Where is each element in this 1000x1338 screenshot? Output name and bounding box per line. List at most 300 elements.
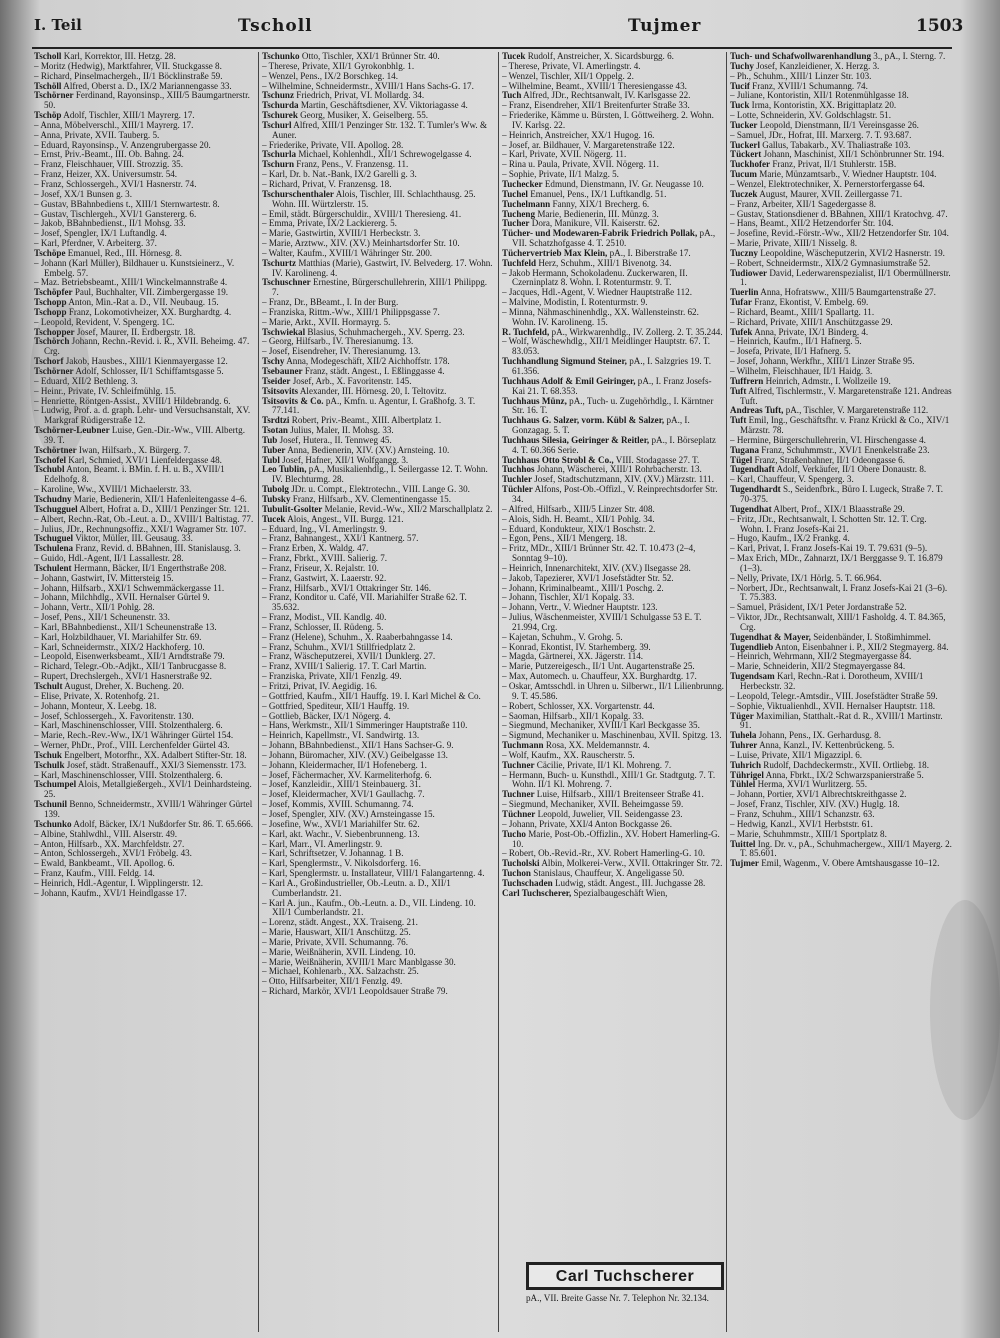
entry-details: – Johann, Vertr., V. Wiedner Hauptstr. 123. xyxy=(502,602,658,613)
entry-surname: Tüger xyxy=(730,710,754,721)
entry-surname: Tufek xyxy=(730,326,753,337)
entry-details: August, Maurer, XVII. Zeillergasse 71. xyxy=(759,188,903,199)
entry-details: – Sigmund, Mechaniker u. Maschinenbau, XVII. Spitzg. 13. xyxy=(502,730,722,741)
entry-details: – Rina u. Paula, Private, XVII. Nögerg. 11. xyxy=(502,159,659,170)
directory-entry xyxy=(730,712,952,732)
entry-details: pA., Musikalienhdlg., I. Seilergasse 12. T. Wohn. IV. Blechturmg. 28. xyxy=(272,464,488,485)
entry-details: Ernestine, Bürgerschullehrerin, XIII/1 Philippg. 7. xyxy=(272,277,488,298)
directory-entry xyxy=(34,800,256,820)
entry-details: – Jakob, BBahnbedienst., II/1 Mohsg. 33. xyxy=(34,218,186,229)
entry-surname: Tschörtner xyxy=(34,444,77,455)
entry-details: – Karl, Marr., VI. Amerlingstr. 9. xyxy=(262,838,383,849)
entry-details: Alfred, Oberst a. D., IX/2 Mariannengasse 33. xyxy=(63,80,232,91)
entry-details: – Franz, Fleischhauer, VIII. Strozzig. 35. xyxy=(34,159,183,170)
entry-surname: Tschurtz xyxy=(262,257,297,268)
entry-details: – Samuel, Präsident, IX/1 Peter Jordanstraße 52. xyxy=(730,602,907,613)
entry-surname: Tschöll xyxy=(34,80,62,91)
entry-surname: Tugana xyxy=(730,444,759,455)
entry-details: Karl, Korrektor, III. Hetzg. 28. xyxy=(63,52,176,61)
entry-surname: Tuchhaus Adolf & Emil Geiringer, xyxy=(502,375,636,386)
entry-details: pA., VII. Schatzhofgasse 4. T. 2510. xyxy=(512,228,716,249)
entry-details: – Oskar, Amtsschdl. in Uhren u. Silberwr., II/1 Lilienbrunng. 9. T. 45.586. xyxy=(502,681,724,701)
entry-details: – Robert, Schneidermstr., XIX/2 Gymnasiumstraße 52. xyxy=(730,257,931,268)
entry-details: – Wenzel, Elektrotechniker, X. Pernerstorfergasse 64. xyxy=(730,178,925,189)
entry-details: Adolf, Schlosser, II/1 Schiffamtsgasse 5. xyxy=(75,366,224,376)
entry-surname: Tschunil xyxy=(34,799,68,810)
directory-entry xyxy=(262,465,496,485)
entry-details: Johann, Maschinist, XII/1 Schönbrunner Str. 194. xyxy=(763,149,945,160)
entry-details: Johann, Pens., IX. Gerhardusg. 8. xyxy=(758,730,881,741)
entry-details: – Juliane, Kontoristin, XII/1 Rotenmühlgasse 18. xyxy=(730,90,909,101)
directory-entry xyxy=(502,377,724,397)
entry-details: Franz, Revid. d. BBahnen, III. Stanislausg. 3. xyxy=(75,543,241,554)
entry-details: – Franz, Arbeiter, XII/1 Sagedergasse 8. xyxy=(730,198,876,209)
entry-surname: Tuber xyxy=(262,444,286,455)
entry-details: – Anton, Schlossergeh., XVI/1 Fröbelg. 43. xyxy=(34,848,192,859)
entry-details: Johann, Rechn.-Revid. i. R., XVII. Beheimg. 47. Crg. xyxy=(44,336,250,357)
entry-details: – Hedwig, Kanzl., XVI/1 Herbststr. 61. xyxy=(730,818,873,829)
entry-details: – Josefa, Private, II/1 Hafnerg. 5. xyxy=(730,346,851,357)
entry-details: Gallus, Tabakarb., XV. Thaliastraße 103. xyxy=(762,139,911,150)
entry-surname: Andreas Tuft, xyxy=(730,405,784,416)
entry-details: – Franz, Hilfsarb., XVI/1 Ottakringer Str. 146. xyxy=(262,582,431,593)
entry-surname: Tschudny xyxy=(34,493,72,504)
entry-details: – Anton, Hilfsarb., XX. Marchfeldstr. 27. xyxy=(34,838,185,849)
entry-details: – Franz (Helene), Schuhm., X. Raaberbahngasse 14. xyxy=(262,631,453,642)
entry-surname: Tubsky xyxy=(262,493,291,504)
entry-details: – Hermann, Buch- u. Kunsthdl., XIII/1 Gr. Stadtgutg. 7. T. Wohn. II/1 Kl. Mohreng. 7. xyxy=(502,769,716,790)
entry-details: – Franz, Dr., BBeamt., I. In der Burg. xyxy=(262,297,399,308)
entry-details: – Franz, Bahnangest., XXI/1 Kantnerg. 57. xyxy=(262,533,419,544)
entry-details: pA., I. Gonzagag. 5. T. xyxy=(512,415,690,436)
entry-details: Alfons, Post-Ob.-Offizl., V. Reinprechtsdorfer Str. 34. xyxy=(512,484,718,504)
entry-details: Marie, Bedienerin, III. Münzg. 3. xyxy=(537,208,659,219)
entry-surname: Tuft xyxy=(730,415,747,426)
entry-details: Franz, Schuhmmstr., XVI/1 Enenkelstraße 23. xyxy=(761,444,930,455)
entry-surname: Tucek xyxy=(502,52,526,61)
entry-surname: Tschopp xyxy=(34,306,67,317)
entry-details: – Emil, städt. Bürgerschuldir., XVIII/1 Theresieng. 41. xyxy=(262,208,462,219)
entry-surname: Tuchecker xyxy=(502,178,543,189)
entry-details: Iwan, Hilfsarb., X. Bürgerg. 7. xyxy=(78,444,191,455)
entry-details: Blasius, Schuhmachergeh., XV. Sperrg. 23. xyxy=(307,326,465,337)
entry-surname: Tüchervertrieb Max Klein, xyxy=(502,247,608,258)
directory-entry xyxy=(262,278,496,298)
entry-details: Franz, Ekontist, V. Embelg. 69. xyxy=(754,297,869,308)
entry-details: – Karl, Privat, I. Franz Josefs-Kai 19. T. 79.631 (9–5). xyxy=(730,543,928,554)
entry-details: – Therese, Private, VI. Amerlingstr. 4. xyxy=(502,60,641,71)
entry-details: Franz, Straßenbahner, II/1 Odeongasse 6. xyxy=(754,454,905,465)
entry-details: – Johann, Milchhdlg., XVII. Hernalser Gürtel 9. xyxy=(34,592,210,603)
entry-surname: Tuchhaus Silesia, Geiringer & Reitler, xyxy=(502,434,650,445)
entry-details: – Marie, Arztww., XIV. (XV.) Meinhartsdorfer Str. 10. xyxy=(262,238,460,249)
entry-details: JDr. u. Compt., Elektrotechn., VIII. Lange G. 30. xyxy=(291,484,470,495)
entry-details: – Robert, Ob.-Revid.-Rr., XV. Robert Hamerling-G. 10. xyxy=(502,848,705,859)
entry-details: Adolf, Verkäufer, II/1 Obere Donaustr. 8. xyxy=(776,464,927,475)
entry-details: – Franz, Schuhm., XIII/1 Schanzstr. 63. xyxy=(730,808,875,819)
entry-details: Alfred, Tischlermstr., V. Margaretenstraße 121. Andreas Tuft. xyxy=(740,385,952,406)
entry-surname: Tuckerl xyxy=(730,139,760,150)
entry-details: – Marie, Schneiderin, XII/2 Stegmayergasse 84. xyxy=(730,661,906,672)
entry-details: – Wilhelmine, Beamt., XVIII/1 Theresiengasse 43. xyxy=(502,80,687,91)
entry-surname: Tuchschaden xyxy=(502,877,553,888)
entry-details: Engelbert, Motorfhr., XX. Adalbert Stifter-Str. 18. xyxy=(64,749,247,760)
entry-details: Alois, Metallgießergeh., XVI/1 Deinhardsteing. 25. xyxy=(44,779,252,800)
entry-details: – Karl, akt. Wachr., V. Siebenbrunneng. 13. xyxy=(262,828,420,839)
entry-surname: Tügel xyxy=(730,454,753,465)
entry-surname: Tuft xyxy=(730,385,747,396)
entry-details: – Jakob, Tapezierer, XVI/1 Josefstädter Str. 52. xyxy=(502,572,674,583)
entry-surname: Tucker xyxy=(730,119,758,130)
entry-surname: Tugendlieb xyxy=(730,641,774,652)
entry-details: – Karoline, Ww., XVIII/1 Michaelerstr. 33. xyxy=(34,484,192,495)
entry-details: – Wolf, Kaufm., XX. Rauscherstr. 5. xyxy=(502,749,635,760)
entry-details: – Anna, Private, XVII. Tauberg. 5. xyxy=(34,129,160,140)
entry-surname: Tuchhaus G. Salzer, vorm. Kübl & Salzer, xyxy=(502,415,665,426)
entry-details: – Franz, Schlossergeh., XVI/1 Hasnerstr. 74. xyxy=(34,178,197,189)
entry-details: – Egon, Pens., XII/1 Mengerg. 18. xyxy=(502,533,628,544)
entry-details: – Johann, Vertr., XII/1 Pohlg. 28. xyxy=(34,602,155,613)
entry-details: Alfred, JDr., Rechtsanwalt, IV. Karlsgasse 22. xyxy=(523,90,691,101)
entry-details: Marie, Post-Ob.-Offizlin., XV. Hobert Hamerling-G. 10. xyxy=(512,828,720,849)
entry-details: Johann, Wäscherei, XIII/1 Rohrbacherstr. 13. xyxy=(536,464,702,475)
entry-details: – Franz, XVIII/1 Salierig. 17. T. Carl Martin. xyxy=(262,661,427,672)
entry-surname: Tuffrern xyxy=(730,375,764,386)
entry-details: David, Lederwarenspezialist, II/1 Obermüllnerstr. 1. xyxy=(740,267,951,288)
entry-surname: Tuch- und Schafwollwarenhandlung xyxy=(730,52,872,61)
entry-surname: Tuchhos xyxy=(502,464,535,475)
entry-surname: Tschörner xyxy=(34,90,74,101)
entry-surname: Tschunko xyxy=(34,818,72,829)
entry-details: – Marie, Schuhmmstr., XIII/1 Sportplatz 8. xyxy=(730,828,887,839)
directory-entry xyxy=(502,613,724,633)
entry-details: Marie, Münzamtsarb., V. Wiedner Hauptstr. 104. xyxy=(759,169,937,180)
entry-details: – Ph., Schuhm., XIII/1 Linzer Str. 103. xyxy=(730,70,872,81)
entry-details: – Heinrich, Hdl.-Agentur, I. Wipplingerstr. 12. xyxy=(34,877,204,888)
entry-details: – Johann, Tischler, XI/1 Kopalg. 33. xyxy=(502,592,635,603)
entry-surname: Tuchy xyxy=(730,60,754,71)
entry-details: – Friederike, Private, VII. Apollog. 28. xyxy=(262,139,404,150)
entry-surname: Tujmer xyxy=(730,858,759,869)
directory-entry xyxy=(730,416,952,436)
entry-details: Leopoldine, Wäscheputzerin, XVI/2 Hasnerstr. 19. xyxy=(760,247,945,258)
entry-details: Paul, Buchhalter, VII. Zimbergergasse 19. xyxy=(74,287,229,298)
entry-surname: Tugendhardt xyxy=(730,484,781,495)
entry-details: Anna, Private, IX/1 Binderg. 4. xyxy=(754,326,869,337)
entry-details: – Franz, Schlosser, II. Rüdeng. 5. xyxy=(262,621,384,632)
entry-details: – Josef, Spengler, XIV. (XV.) Arnsteingasse 15. xyxy=(262,808,435,819)
directory-entry xyxy=(262,259,496,279)
entry-surname: Tüchner xyxy=(502,808,536,819)
directory-entry xyxy=(262,987,496,997)
entry-details: Michael, Kohlenhdl., XII/1 Schrewogelgasse 4. xyxy=(298,149,472,160)
entry-details: – Minna, Nähmaschinenhdlg., XX. Wallensteinstr. 62. Wohn. IV. Karolineng. 15. xyxy=(502,306,699,327)
entry-details: – Johann, Monteur, X. Leebg. 18. xyxy=(34,700,157,711)
entry-details: – Franz Erben, X. Waldg. 47. xyxy=(262,543,369,554)
entry-details: Albert, Hofrat a. D., XIII/1 Penzinger Str. 121. xyxy=(79,503,250,514)
entry-surname: Tubulit-Gsolter xyxy=(262,503,323,514)
entry-details: Franz, städt. Angest., I. Eßlinggasse 4. xyxy=(304,366,445,376)
entry-details: – Konrad, Ekontist, IV. Starhemberg. 39. xyxy=(502,641,651,652)
entry-surname: Tschuguel xyxy=(34,533,74,544)
entry-surname: Tugendhaft xyxy=(730,464,775,475)
entry-surname: Tschöp xyxy=(34,110,62,121)
entry-details: – Therese, Private, XII/1 Gyrokonbhlg. 1. xyxy=(262,60,415,71)
entry-details: Viktor, Müller, III. Geusaug. 33. xyxy=(75,533,193,544)
entry-details: Josef, Hutera., II. Tennweg 45. xyxy=(279,434,392,445)
directory-entry xyxy=(502,111,724,131)
column-divider xyxy=(726,52,727,1332)
entry-details: – Franz, Heizer, XX. Universumstr. 54. xyxy=(34,169,178,180)
entry-surname: Tuhrer xyxy=(730,740,758,751)
entry-details: – Elise, Private, X. Rotenhofg. 21. xyxy=(34,690,160,701)
entry-surname: Tschult xyxy=(34,681,63,691)
advertisement-title: Carl Tuchscherer xyxy=(555,1268,695,1285)
entry-details: – Wolf, Wäschewhdlg., XII/1 Meidlinger Hauptstr. 67. T. 83.053. xyxy=(502,336,710,357)
entry-details: – Josef, Kommis, XVIII. Schumanng. 74. xyxy=(262,799,414,810)
directory-entry xyxy=(502,771,724,791)
entry-details: – Nelly, Private, IX/1 Hörlg. 5. T. 66.964. xyxy=(730,572,882,583)
entry-details: Anna, Fbrkt., IX/2 Schwarzspanierstraße 5. xyxy=(765,769,924,780)
entry-surname: Tuchfeld xyxy=(502,257,537,268)
entry-details: VIII. Stodagasse 27. T. xyxy=(615,454,700,465)
entry-details: Emil, Wagenm., V. Obere Amtshausgasse 10–12. xyxy=(761,858,940,869)
directory-entry xyxy=(730,613,952,633)
entry-details: Melanie, Revid.-Ww., XII/2 Marschallplatz 2. xyxy=(324,503,493,514)
entry-details: – Hermine, Bürgerschullehrerin, VI. Hirschengasse 4. xyxy=(730,434,926,445)
directory-column-4 xyxy=(730,52,952,1332)
entry-surname: Tuchner xyxy=(502,789,535,800)
entry-details: – Leopold, Eisenwerksbeamt., XII/1 Arndtstraße 79. xyxy=(34,651,225,662)
entry-details: – Johann, BBahnbedienst., XII/1 Hans Sachser-G. 9. xyxy=(262,740,454,751)
entry-details: – Marie, Hauswart, XII/1 Anschützg. 25. xyxy=(262,927,411,938)
entry-details: pA., I. Franz Josefs-Kai 21. T. 68.353. xyxy=(512,375,712,396)
entry-details: – Johann, Private, XXI/4 Anton Bockgasse 26. xyxy=(502,818,672,829)
advertisement-address: pA., VII. Breite Gasse Nr. 7. Telephon Nr. 32.134. xyxy=(526,1293,709,1303)
directory-entry xyxy=(34,465,256,485)
entry-surname: Tschofel xyxy=(34,454,67,465)
entry-surname: Tschöpe xyxy=(34,247,66,258)
entry-surname: Tucho xyxy=(502,828,526,839)
entry-details: Albin, Molkerei-Verw., XVII. Ottakringer Str. 72. xyxy=(541,858,723,869)
entry-details: – Marie, Putzereigesch., II/1 Unt. Augartenstraße 25. xyxy=(502,661,695,672)
entry-details: – Wenzel, Tischler, XII/1 Oppelg. 2. xyxy=(502,70,634,81)
directory-entry xyxy=(502,357,724,377)
entry-details: – Eduard, Kondukteur, XIX/1 Boschstr. 2. xyxy=(502,523,656,534)
entry-details: Alois, Angest., VII. Burgg. 121. xyxy=(287,513,404,524)
header-first-entry: Tscholl xyxy=(238,16,313,36)
entry-surname: Tscholl xyxy=(34,52,62,61)
entry-details: Irma, Kontoristin, XX. Brigittaplatz 20. xyxy=(751,100,897,111)
advertisement-box xyxy=(526,1262,724,1290)
entry-details: – Jacques, Hdl.-Agent, V. Wiedner Hauptstraße 112. xyxy=(502,287,692,298)
entry-details: Friedrich, Privat, VI. Mollardg. 34. xyxy=(296,90,425,101)
entry-details: – Karl, Schriftsetzer, V. Johannag. 1 B. xyxy=(262,848,404,859)
entry-details: pA., I. Salzgries 19. T. 61.356. xyxy=(512,356,711,376)
entry-surname: Tschugguel xyxy=(34,503,78,514)
entry-details: – Guido, Hdl.-Agent, II/1 Lassallestr. 28. xyxy=(34,553,184,564)
entry-details: Josef, Hafner, XII/1 Wolfgangg. 3. xyxy=(282,454,409,465)
entry-details: – Johann, Gastwirt, IV. Mittersteig 15. xyxy=(34,572,174,583)
entry-details: – Ludwig, Prof. a. d. graph. Lehr- und Versuchsanstalt, XV. Markgraf Rüdigerstraße 12. xyxy=(34,405,251,426)
entry-details: – Hugo, Kaufm., IX/2 Frankg. 4. xyxy=(730,533,850,544)
entry-details: – Georg, Hilfsarb., IV. Theresianumg. 13. xyxy=(262,336,414,347)
directory-entry xyxy=(730,269,952,289)
entry-details: – Alfred, Hilfsarb., XIII/5 Linzer Str. 408. xyxy=(502,503,655,514)
entry-details: – Gottfried, Spediteur, XII/1 Hauffg. 19. xyxy=(262,700,410,711)
entry-details: August, Dreher, X. Bucheng. 20. xyxy=(64,681,184,691)
entry-surname: Tschunz xyxy=(262,90,295,101)
entry-surname: Tschwiekal xyxy=(262,326,306,337)
entry-surname: Tschopp xyxy=(34,297,67,308)
entry-surname: Tschy xyxy=(262,356,285,367)
entry-surname: Tuck xyxy=(730,100,750,111)
entry-details: – Leopold, Revident, V. Spengerg. 1C. xyxy=(34,316,175,327)
entry-surname: Tucheng xyxy=(502,208,536,219)
entry-details: – Johann, Kriminalbeamt., XIII/1 Poschg. 2. xyxy=(502,582,664,593)
entry-details: – Josefine, Ww., XVI/1 Mariahilfer Str. 62. xyxy=(262,818,420,829)
entry-details: – Franz, Fbrkt., XVIII. Salierig. 7. xyxy=(262,553,388,564)
entry-surname: Tschumpel xyxy=(34,779,77,790)
entry-details: – Gottfried, Kaufm., XII/1 Hauffg. 19. I. Karl Michel & Co. xyxy=(262,690,481,701)
directory-entry xyxy=(262,397,496,417)
entry-details: – Marie, Arkt., XVII. Hormayrg. 5. xyxy=(262,316,391,327)
entry-surname: Tühlel xyxy=(730,779,756,790)
entry-details: – Karl, Pferdner, V. Arbeiterg. 37. xyxy=(34,238,157,249)
entry-details: Dora, Manikure, VII. Kaiserstr. 62. xyxy=(531,218,660,229)
entry-surname: Tschurl xyxy=(262,119,292,130)
entry-details: – Gustav, Tischlergeh., XVI/1 Ganstererg. 6. xyxy=(34,208,197,219)
entry-details: – Ernst, Priv.-Beamt., III. Ob. Bahng. 24. xyxy=(34,149,184,160)
entry-details: pA., Tuch- u. Zugehörhdlg., I. Kärntner Str. 16. T. xyxy=(512,395,714,416)
entry-details: Emil, Ing., Geschäftsfhr. v. Franz Krückl & Co., XIV/1 Märzstr. 78. xyxy=(740,415,950,436)
entry-details: Anton, Min.-Rat a. D., VII. Neubaug. 15. xyxy=(68,297,219,308)
entry-details: Marie, Bedienerin, XII/1 Hafenleitengasse 4–6. xyxy=(73,493,247,504)
directory-entry xyxy=(262,593,496,613)
entry-details: – Moritz (Hedwig), Marktfahrer, VII. Stuckgasse 8. xyxy=(34,60,222,71)
entry-details: – Max Erich, MDr., Zahnarzt, IX/1 Berggasse 9. T. 16.879 (1–3). xyxy=(730,553,943,573)
entry-details: – Josef, Schlossergeh., X. Favoritenstr. 130. xyxy=(34,710,194,721)
entry-details: – Heinrich, Wehrmann, XII/2 Stegmayergasse 84. xyxy=(730,651,912,662)
entry-details: Rudolf, Anstreicher, X. Sicardsburgg. 6. xyxy=(527,52,674,61)
entry-details: Anton, Eisenbahner i. P., XII/2 Stegmayerg. 84. xyxy=(774,641,949,652)
entry-details: – Josef, XX/1 Bunsen g. 3. xyxy=(34,188,133,199)
entry-details: – Julius, Wäschenmeister, XVIII/1 Schulgasse 53 E. T. 21.994, Crg. xyxy=(502,612,702,632)
entry-details: – Karl A., Großindustrieller, Ob.-Leutn. a. D., XII/1 Cumberlandstr. 21. xyxy=(262,877,451,898)
entry-details: – Julius, JDr., Rechnungsoffiz., XXI/1 Wagramer Str. 107. xyxy=(34,523,247,534)
entry-details: – Josef, Johann, Werkfhr., XIII/1 Linzer Straße 95. xyxy=(730,356,915,367)
entry-surname: Tuerlin xyxy=(730,287,759,298)
entry-surname: Tschulena xyxy=(34,543,74,554)
entry-details: – Johann, Portier, XVI/1 Albrechtskreithgasse 2. xyxy=(730,789,907,800)
entry-surname: Tsrdtzi xyxy=(262,415,290,426)
entry-surname: Tschurda xyxy=(262,100,299,111)
entry-surname: Tuczek xyxy=(730,188,758,199)
entry-surname: Tsitsovits & Co. xyxy=(262,395,324,406)
directory-entry xyxy=(730,584,952,604)
entry-surname: Tschorf xyxy=(34,356,64,367)
entry-details: – Wilhelm, Fleischhauer, II/1 Haidg. 3. xyxy=(730,366,873,376)
entry-details: – Gustav, BBahnbediens t., XIII/1 Sternwartestr. 8. xyxy=(34,198,220,209)
entry-details: – Emma, Private, IX/2 Lackiererg. 5. xyxy=(262,218,397,229)
entry-details: Georg, Musiker, X. Geiselberg. 55. xyxy=(300,110,429,121)
entry-details: – Karl, Holzbildhauer, VI. Mariahilfer Str. 69. xyxy=(34,631,202,642)
directory-entry xyxy=(730,859,952,869)
entry-surname: Tüchler xyxy=(502,484,533,495)
entry-surname: Tschopper xyxy=(34,326,75,337)
directory-entry xyxy=(730,387,952,407)
entry-details: – Albert, Rechn.-Rat, Ob.-Leut. a. D., XVIII/1 Baltistag. 77. xyxy=(34,513,254,524)
entry-details: Seidenbänder, I. Stoßimhimmel. xyxy=(813,631,931,642)
entry-details: – Josef, Eisendreher, IV. Theresianumg. 13. xyxy=(262,346,421,357)
entry-details: Matthias (Marie), Gastwirt, IV. Belvederg. 17. Wohn. IV. Karolineng. 4. xyxy=(272,257,493,278)
entry-details: – Fritzi, Privat, IV. Aegidig. 16. xyxy=(262,681,378,691)
entry-details: – Luise, Private, XII/1 Migazzipl. 6. xyxy=(730,749,863,760)
entry-details: Herz, Schuhm., XIII/1 Bivenotg. 34. xyxy=(538,257,672,268)
entry-details: – Samuel, JDr., Hofrat, III. Marxerg. 7. T. 93.687. xyxy=(730,129,912,140)
entry-details: – Kajetan, Schuhm., V. Grohg. 5. xyxy=(502,631,623,642)
entry-surname: Tsitsovits xyxy=(262,385,299,396)
entry-details: Fanny, XIX/1 Brecherg. 6. xyxy=(552,198,650,209)
entry-details: Luise, Gen.-Dir.-Ww., VIII. Albertg. 39. T. xyxy=(44,425,245,445)
entry-details: – Karl, Maschinenschlosser, VIII. Stolzenthalerg. 6. xyxy=(34,720,223,731)
entry-details: Alfred, XIII/1 Penzinger Str. 132. T. Tumler's Ww. & Auner. xyxy=(272,119,488,140)
entry-surname: Tuchelmann xyxy=(502,198,551,209)
directory-entry xyxy=(502,889,724,899)
entry-details: pA., I. Biberstraße 17. xyxy=(609,247,691,258)
entry-details: – Josefine, Revid.-Förstr.-Ww., XII/2 Hetzendorfer Str. 104. xyxy=(730,228,949,239)
entry-details: – Fritz, MDr., XIII/1 Brünner Str. 42. T. 10.473 (2–4, Sonntag 9–10). xyxy=(502,543,696,564)
entry-details: – Henriette, Röntgen-Assist., XVIII/1 Hildebrandg. 6. xyxy=(34,395,231,406)
directory-column-1 xyxy=(34,52,256,1332)
directory-entry xyxy=(502,229,724,249)
directory-entry xyxy=(730,515,952,535)
entry-details: Hermann, Bäcker, II/1 Engerthstraße 208. xyxy=(73,562,227,573)
entry-details: – Werner, PhDr., Prof., VIII. Lerchenfelder Gürtel 43. xyxy=(34,740,230,751)
entry-details: Otto, Tischler, XXI/1 Brünner Str. 40. xyxy=(301,52,440,61)
entry-details: – Eduard, Rayonsinsp., V. Anzengrubergasse 20. xyxy=(34,139,211,150)
entry-surname: Tschurschenthaler xyxy=(262,188,334,199)
entry-details: – Eduard, XII/2 Bethleng. 3. xyxy=(34,375,138,386)
entry-surname: R. Tuchfeld, xyxy=(502,326,550,337)
entry-details: pA., Tischler, V. Margaretenstraße 112. xyxy=(785,405,929,416)
entry-details: – Wilhelmine, Schneidermstr., XVIII/1 Hans Sachs-G. 17. xyxy=(262,80,474,91)
entry-surname: Tschubl xyxy=(34,464,65,475)
entry-details: Alois, Tischler, III. Schlachthausg. 25. Wohn. III. Würtzlerstr. 15. xyxy=(272,188,476,209)
entry-details: – Franziska, Private, XII/1 Fenzlg. 49. xyxy=(262,671,402,682)
entry-details: Emanuel, Red., III. Hörnesg. 8. xyxy=(67,247,182,258)
entry-details: – Marie, Weißnäherin, XVIII/1 Marc Manblgasse 30. xyxy=(262,956,456,967)
directory-entry xyxy=(34,259,256,279)
entry-details: – Heinrich, Kaufm., II/1 Hafnerg. 5. xyxy=(730,336,862,347)
directory-entry xyxy=(502,337,724,357)
entry-details: Leopold, Juwelier, VII. Seidengasse 23. xyxy=(537,808,683,819)
entry-details: pA., Wirkwarenhdlg., IV. Zollerg. 2. T. 35.244. xyxy=(551,326,723,337)
entry-surname: Tsotan xyxy=(262,425,288,436)
entry-surname: Tugendsam xyxy=(730,671,775,682)
entry-details: Robert, Priv.-Beamt., XIII. Albertplatz 1. xyxy=(291,415,442,426)
directory-entry xyxy=(262,899,496,919)
entry-details: Franz, Privat, II/1 Stuhlerstr. 15B. xyxy=(772,159,897,170)
entry-details: Franz, Lokomotivheizer, XX. Burghardtg. 4. xyxy=(68,306,232,317)
entry-details: Martin, Geschäftsdiener, XV. Viktoriagasse 4. xyxy=(300,100,468,111)
entry-details: – Ewald, Bankbeamt., VII. Apollog. 6. xyxy=(34,858,175,869)
entry-details: Franz, XVIII/1 Schumanng. 74. xyxy=(752,80,868,91)
entry-surname: Tuchmann xyxy=(502,740,544,751)
entry-details: Rudolf, Dachdeckermstr., XVII. Ortliebg. 18. xyxy=(763,759,929,770)
entry-details: – Franz, Gastwirt, X. Laaerstr. 92. xyxy=(262,572,387,583)
directory-entry xyxy=(502,544,724,564)
